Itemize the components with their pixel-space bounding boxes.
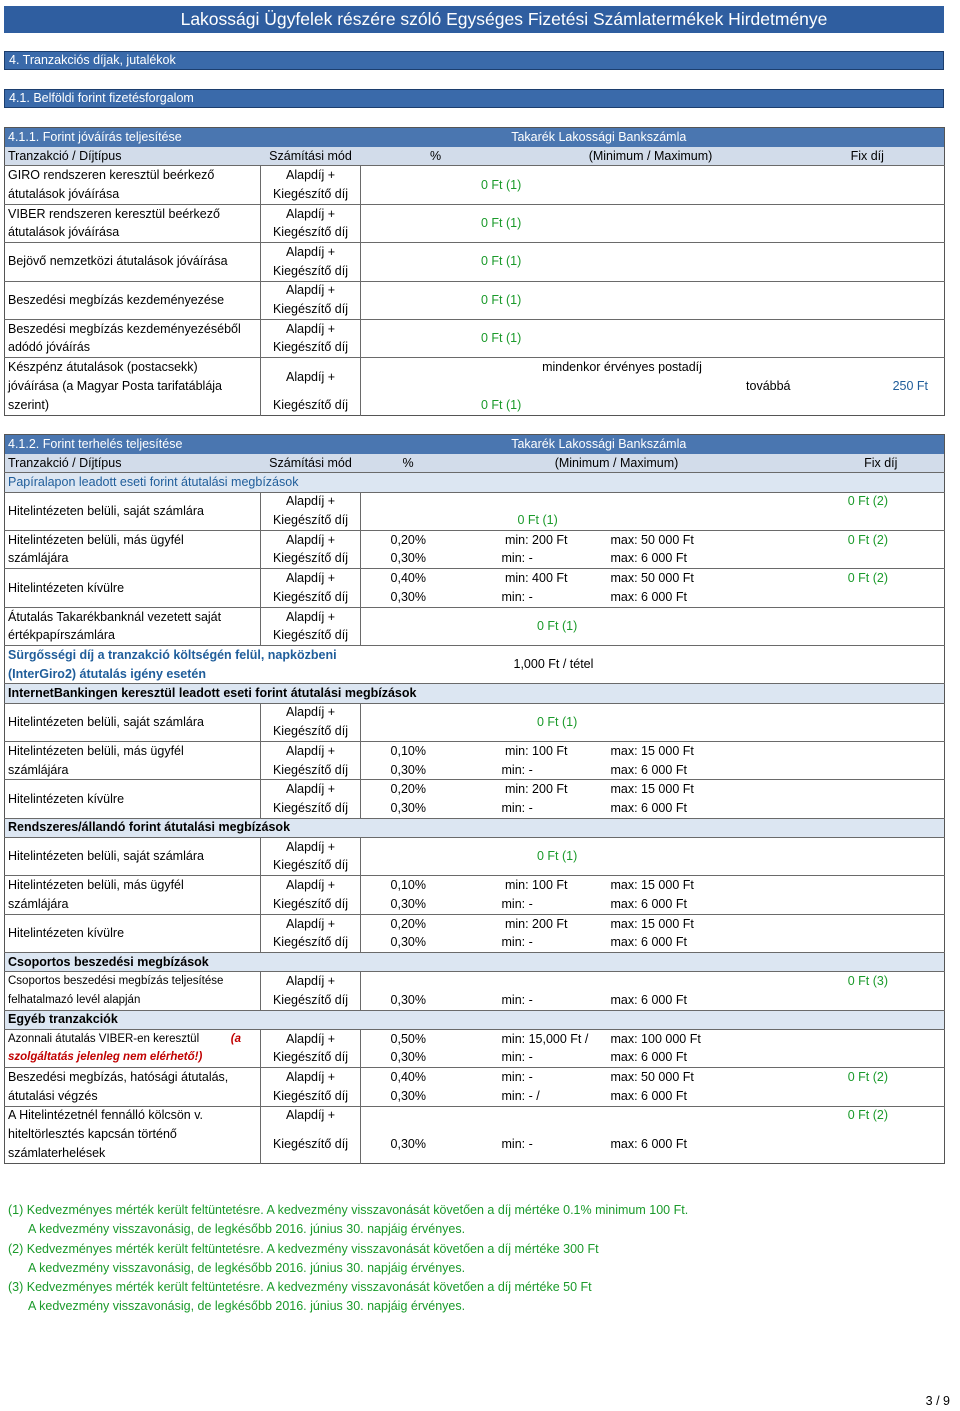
max: max: 50 000 Ft <box>571 530 741 549</box>
min: min: 400 Ft <box>456 569 571 588</box>
max: max: 6 000 Ft <box>610 896 687 911</box>
footnote: (2) Kedvezményes mérték került feltüntetésre. A kedvezmény visszavonását követően a díj mértéke 300 Ft <box>8 1241 599 1256</box>
calc-kieg: Kiegészítő díj <box>261 761 361 780</box>
calc-alap: Alapdíj + <box>261 492 361 511</box>
pct: 0,30% <box>361 1125 456 1163</box>
calc-alap: Alapdíj + <box>261 243 361 262</box>
group-other: Egyéb tranzakciók <box>5 1010 945 1029</box>
row-label: Beszedési megbízás, hatósági átutalás, <box>5 1068 261 1087</box>
calc-kieg: Kiegészítő díj <box>261 857 361 876</box>
min: min: - <box>501 762 533 777</box>
fee-value: 0 Ft (1) <box>481 177 522 192</box>
pct: 0,30% <box>361 761 456 780</box>
fee-value: 0 Ft (1) <box>481 292 522 307</box>
min: min: 200 Ft <box>456 780 571 799</box>
row-label: felhatalmazó levél alapján <box>8 993 141 1006</box>
min: min: - <box>501 992 533 1007</box>
row-label: Átutalás Takarékbanknál vezetett saját <box>5 607 261 626</box>
col-tx: Tranzakció / Díjtípus <box>5 147 261 166</box>
min: min: - <box>501 1050 533 1065</box>
pct: 0,10% <box>361 742 456 761</box>
max: max: 6 000 Ft <box>610 800 687 815</box>
max: max: 15 000 Ft <box>571 914 741 933</box>
calc-kieg: Kiegészítő díj <box>261 722 361 741</box>
row-label: Hitelintézeten belüli, más ügyfél <box>5 742 261 761</box>
postage-text: mindenkor érvényes postadíj <box>511 358 791 377</box>
row-label: jóváírása (a Magyar Posta tarifatáblája <box>8 379 222 394</box>
footnote: A kedvezmény visszavonásig, de legkésőbb 2016. június 30. napjáig érvényes. <box>28 1299 466 1314</box>
calc-alap: Alapdíj + <box>261 607 361 626</box>
urgent-fee: 1,000 Ft / tétel <box>361 646 945 684</box>
further-text: továbbá <box>746 379 791 394</box>
calc-alap: Alapdíj + <box>261 319 361 338</box>
calc-kieg: Kiegészítő díj <box>261 262 361 281</box>
pct: 0,30% <box>361 550 456 569</box>
col-tx: Tranzakció / Díjtípus <box>5 454 261 473</box>
calc-alap: Alapdíj + <box>261 569 361 588</box>
row-label: Hitelintézeten belüli, más ügyfél <box>5 876 261 895</box>
max: max: 6 000 Ft <box>610 935 687 950</box>
credit-fee-table <box>4 127 945 416</box>
min: min: - <box>501 896 533 911</box>
row-label: átutalási végzés <box>8 1088 98 1103</box>
t2-heading: 4.1.2. Forint terhelés teljesítése <box>5 435 261 454</box>
calc-alap: Alapdíj + <box>261 780 361 799</box>
calc-kieg: Kiegészítő díj <box>261 933 361 952</box>
row-label: Hitelintézeten belüli, saját számlára <box>5 837 261 875</box>
min: min: 100 Ft <box>456 742 571 761</box>
pct: 0,50% <box>361 1029 456 1048</box>
calc-kieg: Kiegészítő díj <box>261 396 361 415</box>
fee-value: 0 Ft (1) <box>481 331 522 346</box>
t2-product: Takarék Lakossági Bankszámla <box>361 435 945 454</box>
fee-value: 0 Ft (1) <box>481 254 522 269</box>
page-title: Lakossági Ügyfelek részére szóló Egységes Fizetési Számlatermékek Hirdetménye <box>4 6 944 33</box>
fee-value: 0 Ft (1) <box>537 849 578 864</box>
max: max: 6 000 Ft <box>610 589 687 604</box>
max: max: 6 000 Ft <box>610 1088 687 1103</box>
col-minmax: (Minimum / Maximum) <box>456 454 741 473</box>
debit-fee-table <box>4 434 945 1164</box>
calc-alap: Alapdíj + <box>261 1029 361 1048</box>
pct: 0,10% <box>361 876 456 895</box>
fee-value: 0 Ft (2) <box>847 532 889 547</box>
max: max: 6 000 Ft <box>610 1136 687 1151</box>
calc-kieg: Kiegészítő díj <box>261 991 361 1010</box>
row-label: átutalások jóváírása <box>8 186 120 201</box>
calc-kieg: Kiegészítő díj <box>261 588 361 607</box>
min: min: - <box>501 551 533 566</box>
calc-alap: Alapdíj + <box>261 972 361 991</box>
row-label: Csoportos beszedési megbízás teljesítése <box>5 972 261 991</box>
calc-kieg: Kiegészítő díj <box>261 1125 361 1163</box>
max: max: 6 000 Ft <box>610 551 687 566</box>
fee-value: 0 Ft (1) <box>481 215 522 230</box>
max: max: 50 000 Ft <box>571 1068 741 1087</box>
col-fix: Fix díj <box>791 147 945 166</box>
row-label: szolgáltatás jelenleg nem elérhető!) <box>8 1051 203 1064</box>
row-label: VIBER rendszeren keresztül beérkező <box>5 204 261 223</box>
calc-alap: Alapdíj + <box>261 703 361 722</box>
calc-kieg: Kiegészítő díj <box>261 223 361 242</box>
pct: 0,30% <box>361 799 456 818</box>
pct: 0,20% <box>361 914 456 933</box>
min: min: - <box>456 1068 571 1087</box>
row-label: értékpapírszámlára <box>8 628 115 643</box>
footnote: A kedvezmény visszavonásig, de legkésőbb 2016. június 30. napjáig érvényes. <box>28 1260 466 1275</box>
fix-fee: 250 Ft <box>892 379 929 394</box>
calc-kieg: Kiegészítő díj <box>261 550 361 569</box>
fee-value: 0 Ft (1) <box>517 513 558 528</box>
calc-kieg: Kiegészítő díj <box>261 511 361 530</box>
min: min: 200 Ft <box>456 530 571 549</box>
row-label: Hitelintézeten kívülre <box>5 569 261 607</box>
group-direct-debit: Csoportos beszedési megbízások <box>5 953 945 972</box>
col-mode: Számítási mód <box>261 147 361 166</box>
pct: 0,30% <box>361 933 456 952</box>
calc-alap: Alapdíj + <box>261 742 361 761</box>
pct: 0,30% <box>361 588 456 607</box>
row-label: számlájára <box>8 551 69 566</box>
col-pct: % <box>361 454 456 473</box>
calc-kieg: Kiegészítő díj <box>261 895 361 914</box>
max: max: 6 000 Ft <box>610 992 687 1007</box>
row-label: számlaterhelések <box>8 1146 106 1161</box>
calc-alap: Alapdíj + <box>261 166 361 185</box>
calc-alap: Alapdíj + <box>261 530 361 549</box>
urgent-label: Sürgősségi díj a tranzakció költségén felül, napközbeni <box>5 646 361 665</box>
row-label: hiteltörlesztés kapcsán történő <box>8 1127 177 1142</box>
fee-value: 0 Ft (1) <box>481 397 522 412</box>
calc-kieg: Kiegészítő díj <box>261 1087 361 1106</box>
urgent-label: (InterGiro2) átutalás igény esetén <box>8 666 206 681</box>
row-label: Beszedési megbízás kezdeményezése <box>5 281 261 319</box>
max: max: 6 000 Ft <box>610 762 687 777</box>
group-internet: InternetBankingen keresztül leadott eseti forint átutalási megbízások <box>5 684 945 703</box>
fee-value: 0 Ft (2) <box>847 571 889 586</box>
pct: 0,30% <box>361 991 456 1010</box>
page-number: 3 / 9 <box>925 1394 950 1408</box>
calc-alap: Alapdíj + <box>261 1068 361 1087</box>
footnote: (3) Kedvezményes mérték került feltüntetésre. A kedvezmény visszavonását követően a díj mértéke 50 Ft <box>8 1280 592 1295</box>
row-label: Hitelintézeten kívülre <box>5 780 261 818</box>
calc-alap: Alapdíj + <box>261 914 361 933</box>
col-fix: Fix díj <box>741 454 945 473</box>
fee-value: 0 Ft (2) <box>847 494 889 509</box>
pct: 0,20% <box>361 530 456 549</box>
subsection-heading: 4.1. Belföldi forint fizetésforgalom <box>4 89 944 108</box>
calc-alap: Alapdíj + <box>261 1106 361 1125</box>
row-label: Hitelintézeten belüli, más ügyfél <box>5 530 261 549</box>
row-label: Bejövő nemzetközi átutalások jóváírása <box>5 243 261 281</box>
calc-alap: Alapdíj + <box>261 876 361 895</box>
min: min: 15,000 Ft / <box>456 1029 571 1048</box>
max: max: 15 000 Ft <box>571 780 741 799</box>
pct: 0,20% <box>361 780 456 799</box>
row-label: szerint) <box>8 397 49 412</box>
group-paper: Papíralapon leadott eseti forint átutalási megbízások <box>5 473 945 492</box>
fee-value: 0 Ft (1) <box>537 618 578 633</box>
fee-value: 0 Ft (1) <box>537 714 578 729</box>
row-label: adódó jóváírás <box>8 340 91 355</box>
min: min: - / <box>501 1088 540 1103</box>
footnote: A kedvezmény visszavonásig, de legkésőbb 2016. június 30. napjáig érvényes. <box>28 1222 466 1237</box>
col-minmax: (Minimum / Maximum) <box>511 147 791 166</box>
col-pct: % <box>361 147 511 166</box>
row-label-note: (a <box>230 1032 241 1045</box>
row-label: A Hitelintézetnél fennálló kölcsön v. <box>5 1106 261 1125</box>
row-label: Készpénz átutalások (postacsekk) <box>5 358 261 377</box>
max: max: 15 000 Ft <box>571 742 741 761</box>
calc-alap: Alapdíj + <box>261 837 361 856</box>
fee-value: 0 Ft (2) <box>847 1070 889 1085</box>
footnotes <box>8 1201 688 1317</box>
footnote: (1) Kedvezményes mérték került feltüntetésre. A kedvezmény visszavonását követően a díj mértéke 0.1% minimum 100 Ft. <box>8 1203 689 1217</box>
max: max: 100 000 Ft <box>571 1029 741 1048</box>
row-label: számlájára <box>8 762 69 777</box>
min: min: - <box>501 589 533 604</box>
max: max: 6 000 Ft <box>610 1050 687 1065</box>
calc-kieg: Kiegészítő díj <box>261 626 361 645</box>
min: min: - <box>501 800 533 815</box>
calc-alap: Alapdíj + <box>261 281 361 300</box>
calc-alap: Alapdíj + <box>261 358 361 396</box>
fee-value: 0 Ft (3) <box>847 974 889 989</box>
calc-alap: Alapdíj + <box>261 204 361 223</box>
max: max: 50 000 Ft <box>571 569 741 588</box>
pct: 0,30% <box>361 1049 456 1068</box>
section-heading: 4. Tranzakciós díjak, jutalékok <box>4 51 944 70</box>
row-label: Hitelintézeten belüli, saját számlára <box>5 703 261 741</box>
calc-kieg: Kiegészítő díj <box>261 185 361 204</box>
col-mode: Számítási mód <box>261 454 361 473</box>
row-label: Hitelintézeten kívülre <box>5 914 261 952</box>
row-label: GIRO rendszeren keresztül beérkező <box>5 166 261 185</box>
calc-kieg: Kiegészítő díj <box>261 1049 361 1068</box>
calc-kieg: Kiegészítő díj <box>261 339 361 358</box>
min: min: - <box>501 1136 533 1151</box>
pct: 0,30% <box>361 895 456 914</box>
row-label: Azonnali átutalás VIBER-en keresztül <box>8 1032 200 1045</box>
min: min: 200 Ft <box>456 914 571 933</box>
min: min: 100 Ft <box>456 876 571 895</box>
pct: 0,30% <box>361 1087 456 1106</box>
pct: 0,40% <box>361 569 456 588</box>
max: max: 15 000 Ft <box>571 876 741 895</box>
row-label: átutalások jóváírása <box>8 225 120 240</box>
pct: 0,40% <box>361 1068 456 1087</box>
t1-product: Takarék Lakossági Bankszámla <box>361 128 945 147</box>
t1-heading: 4.1.1. Forint jóváírás teljesítése <box>5 128 261 147</box>
group-regular: Rendszeres/állandó forint átutalási megbízások <box>5 818 945 837</box>
min: min: - <box>501 935 533 950</box>
row-label: Beszedési megbízás kezdeményezéséből <box>5 319 261 338</box>
calc-kieg: Kiegészítő díj <box>261 799 361 818</box>
row-label: számlájára <box>8 896 69 911</box>
fee-value: 0 Ft (2) <box>847 1108 889 1123</box>
calc-kieg: Kiegészítő díj <box>261 300 361 319</box>
row-label: Hitelintézeten belüli, saját számlára <box>5 492 261 530</box>
